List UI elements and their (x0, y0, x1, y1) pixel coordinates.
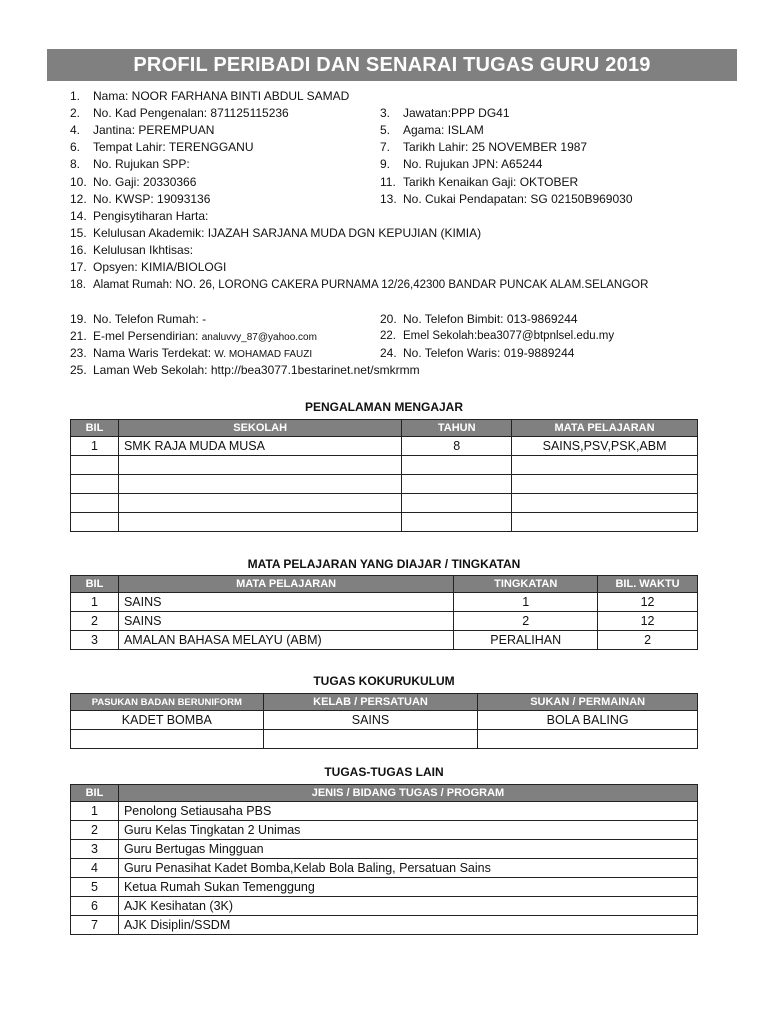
table-cell: 7 (71, 916, 119, 935)
tugas-lain-table (70, 784, 698, 935)
table-row (71, 821, 698, 840)
column-header: BIL. WAKTU (598, 576, 698, 593)
table-header-row (71, 785, 698, 802)
table-row (71, 612, 698, 631)
table-cell: SAINS (263, 711, 478, 730)
table-row (71, 513, 698, 532)
table-row (71, 878, 698, 897)
table-cell: Ketua Rumah Sukan Temenggung (118, 878, 697, 897)
profile-item: 10. No. Gaji: 20330366 (70, 175, 197, 189)
table-cell: Guru Bertugas Mingguan (118, 840, 697, 859)
profile-item: 13. No. Cukai Pendapatan: SG 02150B969030 (380, 192, 633, 206)
column-header: SEKOLAH (118, 420, 401, 437)
column-header: BIL (71, 576, 119, 593)
table-row (71, 840, 698, 859)
column-header: BIL (71, 420, 119, 437)
section-title-kokurikulum: TUGAS KOKURUKULUM (313, 674, 455, 688)
table-cell: AJK Kesihatan (3K) (118, 897, 697, 916)
table-cell: 3 (71, 840, 119, 859)
table-cell: 2 (454, 612, 598, 631)
table-cell (71, 513, 119, 532)
table-cell (512, 456, 698, 475)
profile-item: 6. Tempat Lahir: TERENGGANU (70, 140, 254, 154)
table-cell (71, 494, 119, 513)
profile-item: 11. Tarikh Kenaikan Gaji: OKTOBER (380, 175, 579, 189)
profile-item: 22. Emel Sekolah:bea3077@btpnlsel.edu.my (380, 330, 615, 342)
table-cell: SMK RAJA MUDA MUSA (118, 437, 401, 456)
table-cell (118, 475, 401, 494)
column-header: BIL (71, 785, 119, 802)
email-link[interactable]: analuvvy_87@yahoo.com (201, 332, 317, 343)
table-cell: 6 (71, 897, 119, 916)
profile-item: 9. No. Rujukan JPN: A65244 (380, 157, 543, 171)
table-row (71, 475, 698, 494)
profile-item: 5. Agama: ISLAM (380, 123, 484, 137)
table-cell (512, 494, 698, 513)
profile-item: 19. No. Telefon Rumah: - (70, 312, 207, 326)
profile-item: 7. Tarikh Lahir: 25 NOVEMBER 1987 (380, 140, 588, 154)
table-cell (512, 475, 698, 494)
profile-item: 20. No. Telefon Bimbit: 013-9869244 (380, 312, 578, 326)
table-cell (512, 513, 698, 532)
table-cell (71, 475, 119, 494)
profile-item: 24. No. Telefon Waris: 019-9889244 (380, 346, 575, 360)
table-row (71, 730, 698, 749)
table-cell: PERALIHAN (454, 631, 598, 650)
table-cell: SAINS,PSV,PSK,ABM (512, 437, 698, 456)
profile-item: 8. No. Rujukan SPP: (70, 157, 190, 171)
section-title-pengalaman: PENGALAMAN MENGAJAR (304, 400, 463, 414)
profile-item: 25. Laman Web Sekolah: http://bea3077.1bestarinet.net/smkrmm (70, 363, 420, 377)
profile-item: 12. No. KWSP: 19093136 (70, 192, 211, 206)
table-cell: SAINS (118, 612, 453, 631)
table-cell: 8 (402, 437, 512, 456)
column-header: MATA PELAJARAN (512, 420, 698, 437)
section-title-tugas-lain: TUGAS-TUGAS LAIN (324, 765, 444, 779)
mata-pelajaran-table (70, 575, 698, 650)
table-cell: 1 (454, 593, 598, 612)
profile-item: 15. Kelulusan Akademik: IJAZAH SARJANA MUDA DGN KEPUJIAN (KIMIA) (70, 226, 482, 240)
profile-item: 18. Alamat Rumah: NO. 26, LORONG CAKERA PURNAMA 12/26,42300 BANDAR PUNCAK ALAM.SELANGOR (70, 279, 649, 291)
table-row (71, 437, 698, 456)
table-cell (118, 513, 401, 532)
table-cell (402, 456, 512, 475)
table-row (71, 494, 698, 513)
column-header: MATA PELAJARAN (118, 576, 453, 593)
table-row (71, 897, 698, 916)
table-cell: Guru Penasihat Kadet Bomba,Kelab Bola Baling, Persatuan Sains (118, 859, 697, 878)
profile-item: 23. Nama Waris Terdekat: W. MOHAMAD FAUZI (70, 346, 313, 360)
column-header: PASUKAN BADAN BERUNIFORM (71, 694, 264, 711)
table-cell: 1 (71, 593, 119, 612)
profile-item: 4. Jantina: PEREMPUAN (70, 123, 215, 137)
table-header-row (71, 576, 698, 593)
column-header: SUKAN / PERMAINAN (478, 694, 698, 711)
profile-item: 14. Pengisytiharan Harta: (70, 209, 209, 223)
table-cell (478, 730, 698, 749)
table-cell (402, 513, 512, 532)
pengalaman-table (70, 419, 698, 532)
table-cell: 12 (598, 612, 698, 631)
table-cell: 4 (71, 859, 119, 878)
profile-item: 21. E-mel Persendirian: analuvvy_87@yahoo.com (70, 329, 317, 343)
table-cell (71, 730, 264, 749)
table-cell (263, 730, 478, 749)
column-header: TAHUN (402, 420, 512, 437)
table-row (71, 802, 698, 821)
profile-item: 17. Opsyen: KIMIA/BIOLOGI (70, 260, 227, 274)
table-cell: 2 (598, 631, 698, 650)
table-cell: BOLA BALING (478, 711, 698, 730)
profile-item: 3. Jawatan:PPP DG41 (380, 106, 510, 120)
table-cell: KADET BOMBA (71, 711, 264, 730)
table-cell: Guru Kelas Tingkatan 2 Unimas (118, 821, 697, 840)
website-link[interactable]: Laman Web Sekolah: http://bea3077.1bestarinet.net/smkrmm (93, 363, 420, 377)
table-row (71, 631, 698, 650)
table-row (71, 859, 698, 878)
column-header: KELAB / PERSATUAN (263, 694, 478, 711)
table-row (71, 456, 698, 475)
kokurikulum-table (70, 693, 698, 749)
table-header-row (71, 420, 698, 437)
table-cell: 1 (71, 437, 119, 456)
table-cell: 5 (71, 878, 119, 897)
table-cell: 1 (71, 802, 119, 821)
table-row (71, 916, 698, 935)
table-cell: SAINS (118, 593, 453, 612)
table-cell: AMALAN BAHASA MELAYU (ABM) (118, 631, 453, 650)
page-title: PROFIL PERIBADI DAN SENARAI TUGAS GURU 2019 (47, 49, 737, 81)
column-header: JENIS / BIDANG TUGAS / PROGRAM (118, 785, 697, 802)
column-header: TINGKATAN (454, 576, 598, 593)
profile-item: 1. Nama: NOOR FARHANA BINTI ABDUL SAMAD (70, 89, 350, 103)
table-cell: 12 (598, 593, 698, 612)
table-cell: 2 (71, 612, 119, 631)
table-cell: 2 (71, 821, 119, 840)
table-cell (118, 494, 401, 513)
table-cell (118, 456, 401, 475)
table-cell: 3 (71, 631, 119, 650)
profile-item: 2. No. Kad Pengenalan: 871125115236 (70, 106, 289, 120)
table-row (71, 711, 698, 730)
section-title-mata-pelajaran: MATA PELAJARAN YANG DIAJAR / TINGKATAN (247, 557, 521, 571)
table-row (71, 593, 698, 612)
profile-item: 16. Kelulusan Ikhtisas: (70, 243, 194, 257)
table-cell: Penolong Setiausaha PBS (118, 802, 697, 821)
table-cell (402, 494, 512, 513)
table-cell (71, 456, 119, 475)
table-cell (402, 475, 512, 494)
table-header-row (71, 694, 698, 711)
table-cell: AJK Disiplin/SSDM (118, 916, 697, 935)
